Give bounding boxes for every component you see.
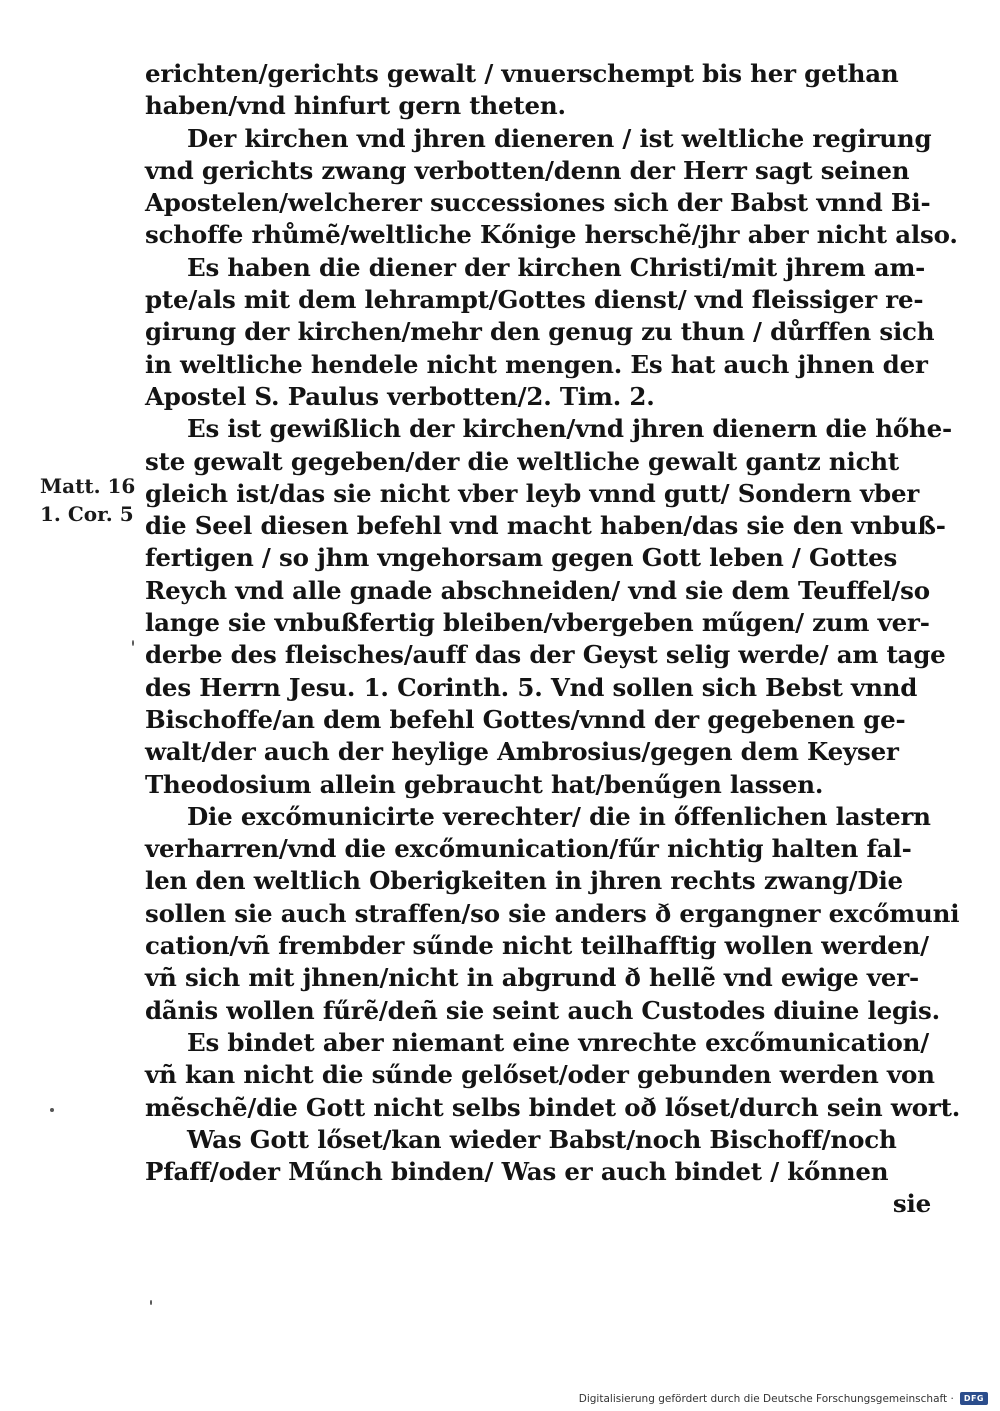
text-line: derbe des fleisches/auff das der Geyst selig werde/ am tage [145, 640, 946, 670]
catchword: sie [892, 1189, 931, 1219]
text-line: pte/als mit dem lehrampt/Gottes dienst/ vnd fleissiger re- [145, 285, 924, 315]
text-line: vnd gerichts zwang verbotten/denn der Herr sagt seinen [145, 155, 910, 185]
text-line: Es haben die diener der kirchen Christi/mit jhrem am- [187, 252, 926, 282]
text-line: vñ sich mit jhnen/nicht in abgrund ð hellẽ vnd ewige ver- [145, 963, 919, 993]
text-line: Bischoffe/an dem befehl Gottes/vnnd der gegebenen ge- [145, 704, 906, 734]
text-line: schoffe rhůmẽ/weltliche Kőnige herschẽ/jhr aber nicht also. [145, 220, 958, 250]
text-line: girung der kirchen/mehr den genug zu thun / důrffen sich [145, 317, 935, 347]
text-line: Die excőmunicirte verechter/ die in őffenlichen lastern [187, 801, 931, 831]
text-line: Was Gott lőset/kan wieder Babst/noch Bischoff/noch [187, 1124, 897, 1154]
text-line: dãnis wollen fűrẽ/deñ sie seint auch Custodes diuine legis. [145, 995, 940, 1025]
text-line: mẽschẽ/die Gott nicht selbs bindet oð lőset/durch sein wort. [145, 1092, 961, 1122]
text-line: Apostel S. Paulus verbotten/2. Tim. 2. [145, 381, 655, 411]
scan-speck [50, 1108, 54, 1112]
margin-note-line: Matt. 16 [40, 474, 136, 498]
text-line: Apostelen/welcherer successiones sich der Babst vnnd Bi- [145, 188, 931, 218]
text-line: walt/der auch der heylige Ambrosius/gegen dem Keyser [145, 737, 899, 767]
text-line: gleich ist/das sie nicht vber leyb vnnd gutt/ Sondern vber [145, 478, 920, 508]
text-line: Es bindet aber niemant eine vnrechte excőmunication/ [187, 1027, 929, 1057]
margin-note [40, 472, 135, 528]
dfg-logo: DFG [960, 1392, 988, 1405]
text-line: ste gewalt gegeben/der die weltliche gewalt gantz nicht [145, 446, 900, 476]
scan-speck [132, 640, 134, 646]
text-line: Reych vnd alle gnade abschneiden/ vnd sie dem Teuffel/so [145, 575, 930, 605]
text-line: Theodosium allein gebraucht hat/benűgen lassen. [145, 769, 824, 799]
text-line: Der kirchen vnd jhren dieneren / ist weltliche regirung [187, 123, 932, 153]
text-line: fertigen / so jhm vngehorsam gegen Gott leben / Gottes [145, 543, 898, 573]
text-line: lange sie vnbußfertig bleiben/vbergeben műgen/ zum ver- [145, 608, 930, 638]
text-line: Es ist gewißlich der kirchen/vnd jhren dienern die hőhe- [187, 414, 952, 444]
footer-text: Digitalisierung gefördert durch die Deutsche Forschungsgemeinschaft · [578, 1392, 954, 1405]
text-line: in weltliche hendele nicht mengen. Es hat auch jhnen der [145, 349, 928, 379]
scan-speck [150, 1300, 152, 1305]
text-line: haben/vnd hinfurt gern theten. [145, 91, 566, 121]
text-line: len den weltlich Oberigkeiten in jhren rechts zwang/Die [145, 866, 903, 896]
text-line: Pfaff/oder Műnch binden/ Was er auch bindet / kőnnen [145, 1157, 889, 1187]
text-line: vñ kan nicht die sűnde gelőset/oder gebunden werden von [145, 1060, 935, 1090]
text-line: verharren/vnd die excőmunication/fűr nichtig halten fal- [145, 834, 912, 864]
text-line: die Seel diesen befehl vnd macht haben/das sie den vnbuß- [145, 511, 946, 541]
text-line: des Herrn Jesu. 1. Corinth. 5. Vnd sollen sich Bebst vnnd [145, 672, 918, 702]
margin-note-line: 1. Cor. 5 [40, 502, 134, 526]
text-line: cation/vñ frembder sűnde nicht teilhafftig wollen werden/ [145, 931, 929, 961]
footer [579, 1392, 988, 1405]
text-line: sollen sie auch straffen/so sie anders ð ergangner excőmuni [145, 898, 960, 928]
text-line: erichten/gerichts gewalt / vnuerschempt bis her gethan [145, 59, 899, 88]
body-text [145, 58, 961, 1221]
